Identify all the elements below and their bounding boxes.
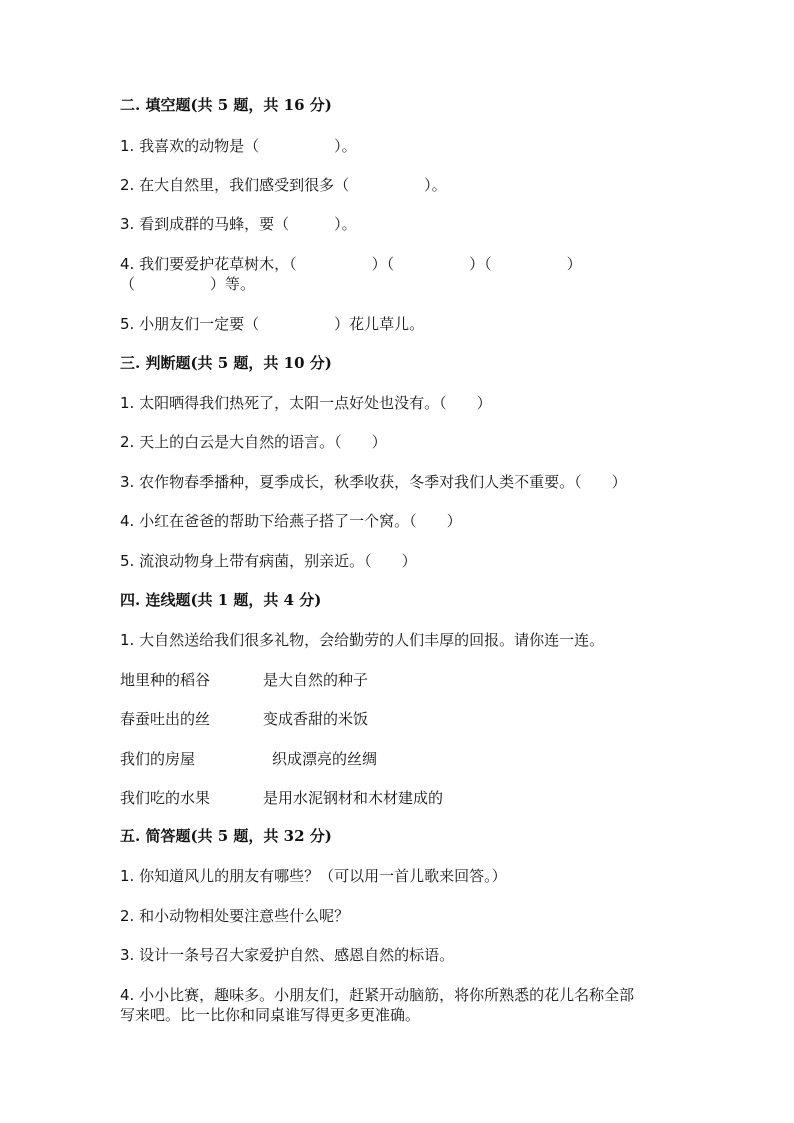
- fill-question-1: 1. 我喜欢的动物是（ ）。: [120, 137, 357, 155]
- match-left-item: 地里种的稻谷: [120, 671, 211, 689]
- section-heading-judge: 三. 判断题(共 5 题，共 10 分): [120, 354, 332, 372]
- short-question-4: 4. 小小比赛，趣味多。小朋友们，赶紧开动脑筋，将你所熟悉的花儿名称全部: [120, 986, 635, 1004]
- fill-question-4-continued: （ ）等。: [120, 275, 256, 293]
- fill-question-2: 2. 在大自然里，我们感受到很多（ ）。: [120, 176, 447, 194]
- short-question-3: 3. 设计一条号召大家爱护自然、感恩自然的标语。: [120, 946, 455, 964]
- match-left-item: 我们吃的水果: [120, 789, 211, 807]
- judge-question-5: 5. 流浪动物身上带有病菌，别亲近。（ ）: [120, 552, 417, 570]
- section-heading-fill: 二. 填空题(共 5 题，共 16 分): [120, 96, 332, 114]
- match-left-item: 我们的房屋: [120, 750, 196, 768]
- match-right-item: 变成香甜的米饭: [263, 710, 369, 728]
- short-question-1: 1. 你知道风儿的朋友有哪些？（可以用一首儿歌来回答。）: [120, 867, 507, 885]
- match-right-item: 织成漂亮的丝绸: [272, 750, 378, 768]
- section-heading-short: 五. 简答题(共 5 题，共 32 分): [120, 827, 332, 845]
- fill-question-4: 4. 我们要爱护花草树木，（ ）（ ）（ ）: [120, 255, 582, 273]
- section-heading-match: 四. 连线题(共 1 题，共 4 分): [120, 591, 322, 609]
- fill-question-3: 3. 看到成群的马蜂，要（ ）。: [120, 215, 357, 233]
- match-right-item: 是用水泥钢材和木材建成的: [263, 789, 444, 807]
- short-question-4-continued: 写来吧。比一比你和同桌谁写得更多更准确。: [120, 1006, 421, 1024]
- judge-question-3: 3. 农作物春季播种，夏季成长，秋季收获，冬季对我们人类不重要。（ ）: [120, 473, 627, 491]
- fill-question-5: 5. 小朋友们一定要（ ）花儿草儿。: [120, 315, 425, 333]
- judge-question-2: 2. 天上的白云是大自然的语言。（ ）: [120, 433, 387, 451]
- judge-question-1: 1. 太阳晒得我们热死了，太阳一点好处也没有。（ ）: [120, 394, 492, 412]
- match-question: 1. 大自然送给我们很多礼物，会给勤劳的人们丰厚的回报。请你连一连。: [120, 631, 605, 649]
- judge-question-4: 4. 小红在爸爸的帮助下给燕子搭了一个窝。（ ）: [120, 512, 462, 530]
- match-left-item: 春蚕吐出的丝: [120, 710, 211, 728]
- match-right-item: 是大自然的种子: [263, 671, 369, 689]
- short-question-2: 2. 和小动物相处要注意些什么呢？: [120, 907, 350, 925]
